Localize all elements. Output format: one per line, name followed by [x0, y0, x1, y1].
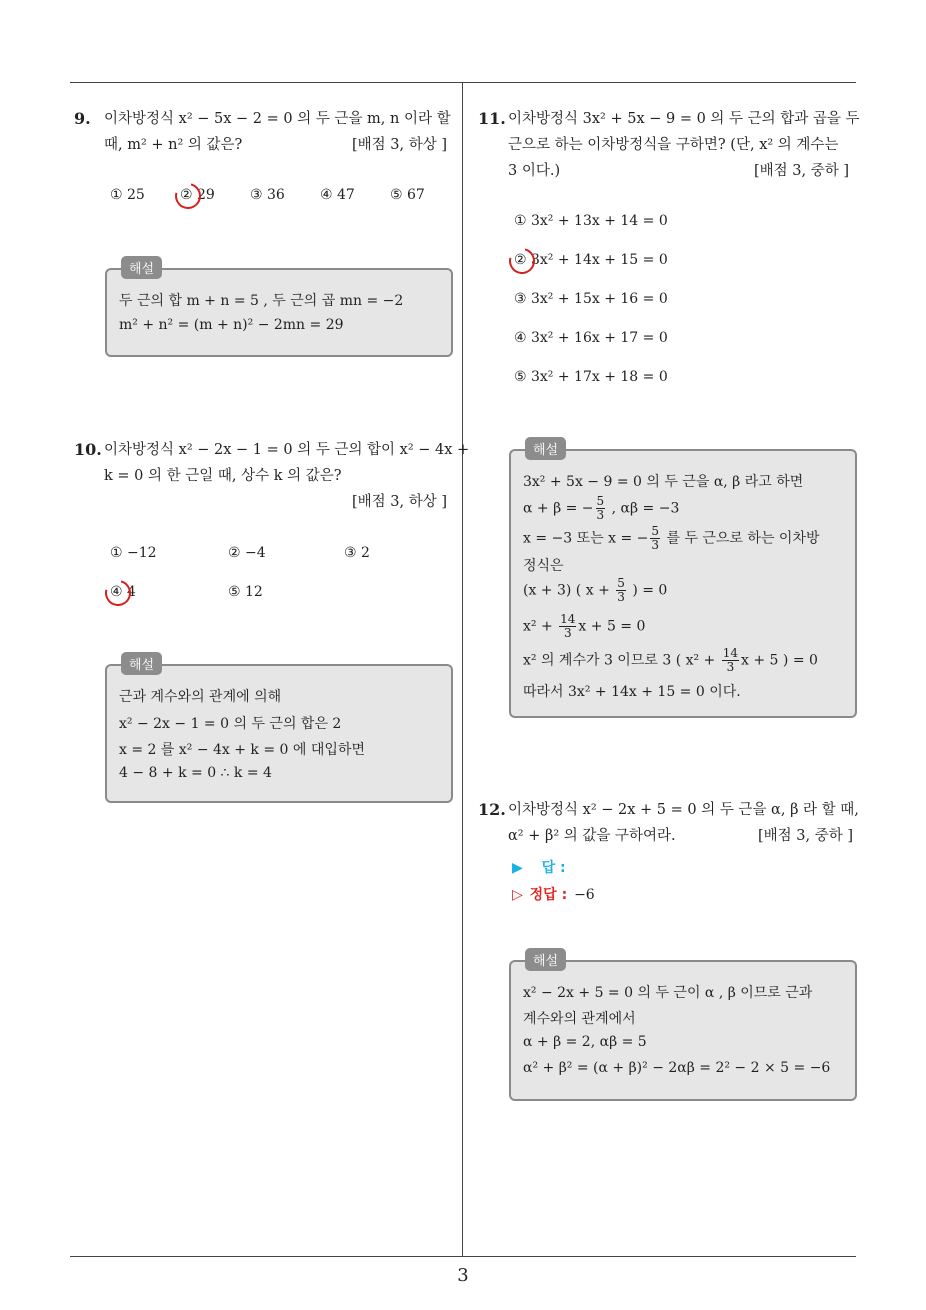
solution-line: α² + β² = (α + β)² − 2αβ = 2² − 2 × 5 = −6: [523, 1060, 831, 1076]
play-icon: ▶: [512, 860, 523, 876]
question-text-line1: 이차방정식 3x² + 5x − 9 = 0 의 두 근의 합과 곱을 두: [508, 111, 860, 127]
fraction-numerator: 5: [617, 576, 625, 590]
choice-4[interactable]: ④ 47: [320, 187, 355, 203]
choice-1[interactable]: ① −12: [110, 545, 157, 561]
solution-box: [105, 262, 453, 357]
fraction: [616, 577, 626, 604]
solution-line: [523, 525, 820, 552]
solution-text: , αβ = −3: [607, 500, 680, 517]
choice-3[interactable]: ③ 3x² + 15x + 16 = 0: [514, 291, 668, 307]
choice-5[interactable]: ⑤ 67: [390, 187, 425, 203]
fraction: [596, 495, 606, 522]
choice-3[interactable]: ③ 36: [250, 187, 285, 203]
solution-text: x = −3 또는 x = −: [523, 530, 649, 547]
solution-line: [523, 647, 818, 674]
answer-mark-circle: [170, 178, 206, 214]
solution-line: 따라서 3x² + 14x + 15 = 0 이다.: [523, 684, 741, 700]
choice-1[interactable]: ① 25: [110, 187, 145, 203]
score-tag: [배점 3, 하상 ]: [352, 494, 448, 510]
solution-label: 해설: [121, 652, 162, 675]
answer-mark-circle: [504, 243, 540, 279]
outline-play-icon: ▷: [512, 887, 523, 903]
solution-line: 정식은: [523, 558, 564, 574]
solution-line: [523, 495, 679, 522]
fraction: [722, 647, 739, 674]
score-tag: [배점 3, 중하 ]: [758, 828, 854, 844]
solution-line: α + β = 2, αβ = 5: [523, 1034, 647, 1050]
fraction-numerator: 14: [722, 646, 739, 660]
page-number: 3: [457, 1265, 469, 1286]
choice-3[interactable]: ③ 2: [344, 545, 370, 561]
solution-text: x² +: [523, 618, 558, 635]
correct-value: −6: [574, 887, 595, 903]
solution-label: 해설: [525, 948, 566, 971]
choice-4[interactable]: ④ 4: [110, 584, 136, 600]
solution-label: 해설: [525, 437, 566, 460]
choice-4[interactable]: ④ 3x² + 16x + 17 = 0: [514, 330, 668, 346]
solution-text: ) = 0: [627, 582, 668, 599]
answer-row: [512, 857, 566, 877]
question-text-line2: α² + β² 의 값을 구하여라.: [508, 828, 676, 844]
question-text-line3: 3 이다.): [508, 163, 561, 179]
fraction-numerator: 5: [596, 494, 605, 508]
solution-line: 계수와의 관계에서: [523, 1011, 636, 1027]
fraction-denominator: 3: [596, 508, 605, 522]
solution-line: x² − 2x + 5 = 0 의 두 근이 α , β 이므로 근과: [523, 985, 813, 1001]
solution-line: [523, 613, 645, 640]
question-number: 9.: [74, 109, 91, 128]
choice-5[interactable]: ⑤ 12: [228, 584, 263, 600]
fraction-denominator: 3: [617, 590, 625, 604]
solution-line: m² + n² = (m + n)² − 2mn = 29: [119, 317, 344, 333]
score-tag: [배점 3, 중하 ]: [754, 163, 850, 179]
solution-line: [523, 577, 667, 604]
top-rule: [70, 82, 856, 83]
question-text-line2: k = 0 의 한 근일 때, 상수 k 의 값은?: [104, 468, 342, 484]
choice-2[interactable]: ② 29: [180, 187, 215, 203]
solution-line: 4 − 8 + k = 0 ∴ k = 4: [119, 765, 272, 781]
correct-answer-row: [512, 884, 595, 904]
score-tag: [배점 3, 하상 ]: [352, 137, 448, 153]
fraction: [559, 613, 576, 640]
solution-text: x + 5 ) = 0: [741, 652, 818, 669]
solution-line: x² − 2x − 1 = 0 의 두 근의 합은 2: [119, 716, 342, 732]
question-number: 12.: [478, 800, 506, 819]
solution-label: 해설: [121, 256, 162, 279]
solution-text: x + 5 = 0: [578, 618, 646, 635]
question-text-line1: 이차방정식 x² − 5x − 2 = 0 의 두 근을 m, n 이라 할: [104, 111, 451, 127]
choice-5[interactable]: ⑤ 3x² + 17x + 18 = 0: [514, 369, 668, 385]
fraction-denominator: 3: [563, 626, 572, 640]
correct-label: 정답 :: [529, 887, 568, 903]
solution-box: [105, 658, 453, 803]
answer-mark-circle: [100, 575, 136, 611]
question-text-line2: 때, m² + n² 의 값은?: [104, 137, 243, 153]
fraction-numerator: 5: [651, 524, 660, 538]
choice-1[interactable]: ① 3x² + 13x + 14 = 0: [514, 213, 668, 229]
solution-line: 근과 계수와의 관계에 의해: [119, 689, 282, 705]
solution-text: 를 두 근으로 하는 이차방: [662, 530, 820, 547]
choice-2[interactable]: ② −4: [228, 545, 266, 561]
question-number: 11.: [478, 109, 506, 128]
fraction-numerator: 14: [560, 612, 576, 626]
choice-2[interactable]: ② 3x² + 14x + 15 = 0: [514, 252, 668, 268]
solution-line: x = 2 를 x² − 4x + k = 0 에 대입하면: [119, 742, 365, 758]
fraction-denominator: 3: [726, 660, 735, 674]
solution-box: [509, 954, 857, 1101]
solution-line: 3x² + 5x − 9 = 0 의 두 근을 α, β 라고 하면: [523, 474, 804, 490]
fraction-denominator: 3: [651, 538, 660, 552]
answer-label: 답 :: [541, 860, 566, 876]
fraction: [650, 525, 660, 552]
question-number: 10.: [74, 440, 102, 459]
solution-text: x² 의 계수가 3 이므로 3 ( x² +: [523, 652, 720, 669]
question-text-line1: 이차방정식 x² − 2x + 5 = 0 의 두 근을 α, β 라 할 때,: [508, 802, 859, 818]
column-divider: [462, 82, 463, 1257]
solution-line: 두 근의 합 m + n = 5 , 두 근의 곱 mn = −2: [119, 293, 404, 309]
solution-text: (x + 3) ( x +: [523, 582, 615, 599]
question-text-line2: 근으로 하는 이차방정식을 구하면? (단, x² 의 계수는: [508, 137, 839, 153]
solution-box: [509, 443, 857, 718]
question-text-line1: 이차방정식 x² − 2x − 1 = 0 의 두 근의 합이 x² − 4x +: [104, 442, 470, 458]
solution-text: α + β = −: [523, 500, 594, 517]
bottom-rule: [70, 1256, 856, 1257]
